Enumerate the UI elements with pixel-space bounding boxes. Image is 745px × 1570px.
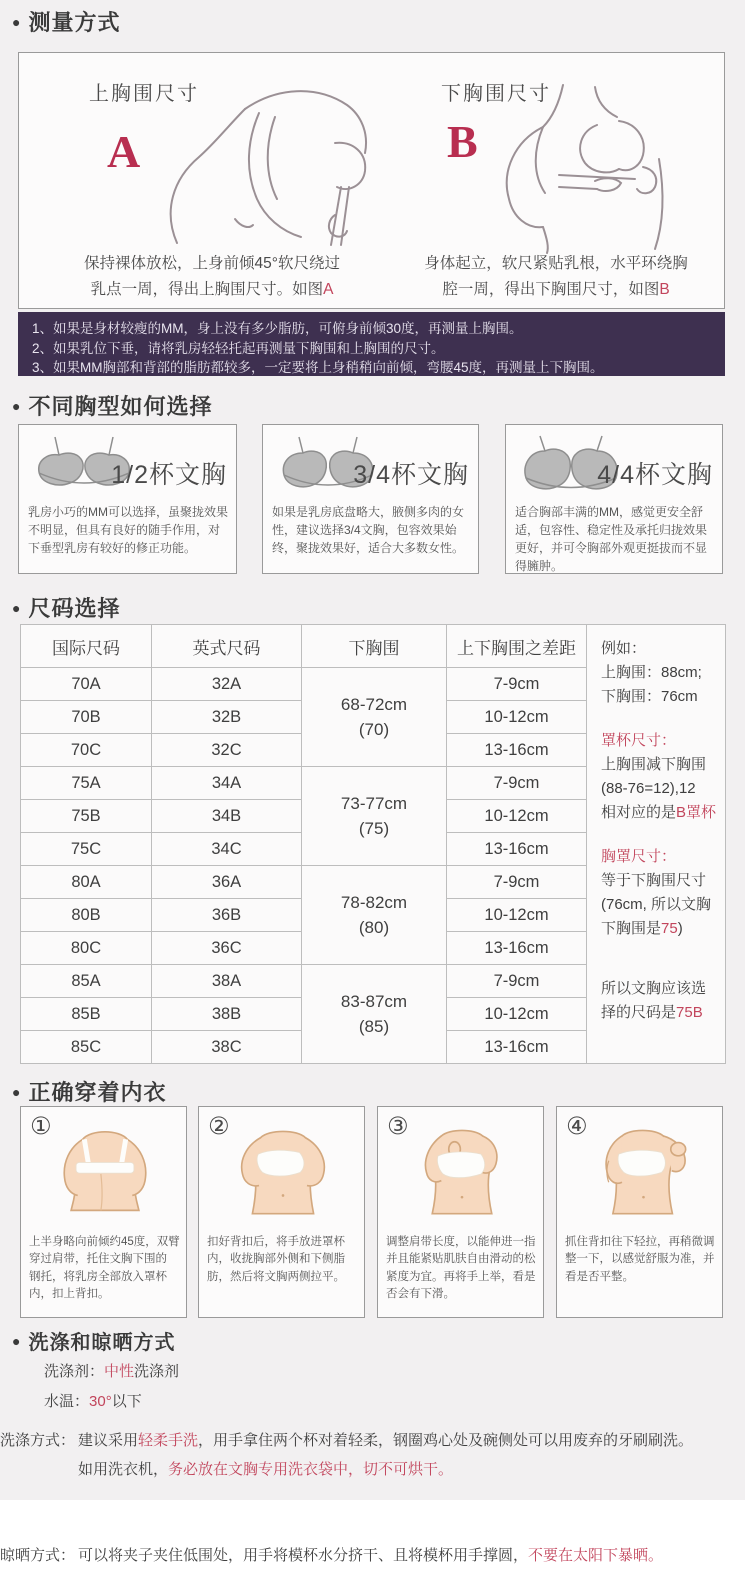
step-number: ① — [30, 1113, 52, 1140]
col-uk-size: 英式尺码 — [152, 625, 302, 668]
wearing-step-2-illustration — [221, 1119, 345, 1229]
table-row: 85C 38C 13-16cm — [21, 1031, 726, 1064]
step-number: ② — [208, 1113, 230, 1140]
band-group-70: 68-72cm (70) — [302, 668, 447, 767]
section-heading-measure-text: 测量方式 — [28, 10, 121, 35]
table-row: 70C 32C 13-16cm — [21, 734, 726, 767]
water-temp-line: 水温：30°以下 — [44, 1393, 142, 1410]
col-intl-size: 国际尺码 — [21, 625, 152, 668]
section-heading-wearing-text: 正确穿着内衣 — [28, 1080, 167, 1105]
section-heading-size-chart-text: 尺码选择 — [28, 596, 121, 621]
measure-panel — [18, 52, 725, 309]
step-desc: 抓住背扣往下轻拉，再稍微调整一下，以感觉舒服为准，并看是否平整。 — [565, 1236, 715, 1283]
measure-figure-b-illustration — [467, 81, 707, 253]
section-heading-measure — [12, 6, 120, 37]
cup-type-title: 4/4杯文胸 — [597, 461, 713, 489]
table-row: 75A 34A 73-77cm (75) 7-9cm — [21, 767, 726, 800]
cup-type-title: 1/2杯文胸 — [111, 461, 227, 489]
measure-caption-b: 身体起立，软尺紧贴乳根，水平环绕胸 腔一周，得出下胸围尺寸，如图B — [424, 255, 688, 299]
cup-type-desc: 适合胸部丰满的MM，感觉更安全舒适，包容性、稳定性及承托归拢效果更好，并可令胸部外观更挺拔而不显得臃肿。 — [515, 505, 708, 573]
step-desc: 上半身略向前倾约45度，双臂穿过肩带，托住文胸下围的 钢托，将乳房全部放入罩杯内，扣上背扣。 — [29, 1236, 180, 1300]
size-chart-table — [20, 624, 726, 1064]
table-row: 70B 32B 10-12cm — [21, 701, 726, 734]
detergent-line: 洗涤剂：中性洗涤剂 — [44, 1363, 180, 1380]
cup-type-desc: 如果是乳房底盘略大，腋侧多肉的女性，建议选择3/4文胸，包容效果始终，聚拢效果好，适合大多数女性。 — [272, 505, 465, 555]
caption-a-ref: A — [323, 281, 334, 299]
band-group-80: 78-82cm (80) — [302, 866, 447, 965]
cup-type-card-three-quarter — [262, 424, 479, 574]
wearing-step-4-illustration — [579, 1119, 703, 1229]
bullet-icon: ● — [12, 398, 22, 414]
measure-figure-a-illustration — [149, 83, 399, 251]
bullet-icon: ● — [12, 1333, 22, 1349]
cup-type-desc: 乳房小巧的MM可以选择，虽聚拢效果不明显，但具有良好的随手作用，对下垂型乳房有较好的修正功能。 — [28, 505, 228, 555]
cup-size-title: 罩杯尺寸： — [601, 732, 677, 749]
measure-tip-3: 3、如果MM胸部和背部的脂肪都较多，一定要将上身稍稍向前倾，弯腰45度，再测量上下胸围。 — [32, 360, 604, 376]
section-heading-wearing — [12, 1076, 166, 1107]
table-row: 80B 36B 10-12cm — [21, 899, 726, 932]
band-group-85: 83-87cm (85) — [302, 965, 447, 1064]
cup-type-title: 3/4杯文胸 — [353, 461, 469, 489]
cup-type-card-half — [18, 424, 237, 574]
table-header-row — [21, 625, 726, 668]
table-row: 70A 32A 68-72cm (70) 7-9cm — [21, 668, 726, 701]
wearing-step-3-illustration — [400, 1119, 524, 1229]
table-row: 85B 38B 10-12cm — [21, 998, 726, 1031]
table-row: 85A 38A 83-87cm (85) 7-9cm — [21, 965, 726, 998]
step-desc: 扣好背扣后，将手放进罩杯内，收拢胸部外侧和下侧脂肪，然后将文胸两侧拉平。 — [207, 1236, 345, 1283]
wearing-step-1-illustration — [43, 1119, 167, 1229]
measure-tip-1: 1、如果是身材较瘦的MM，身上没有多少脂肪，可俯身前倾30度，再测量上胸围。 — [32, 321, 523, 336]
table-row: 80C 36C 13-16cm — [21, 932, 726, 965]
col-diff: 上下胸围之差距 — [447, 625, 587, 668]
wearing-step-card-2 — [198, 1106, 365, 1318]
wearing-step-card-4 — [556, 1106, 723, 1318]
caption-b-ref: B — [659, 281, 670, 299]
example-intro: 例如： — [601, 640, 647, 657]
bullet-icon: ● — [12, 1084, 22, 1100]
band-group-75: 73-77cm (75) — [302, 767, 447, 866]
section-heading-cup-types-text: 不同胸型如何选择 — [28, 394, 213, 419]
step-number: ③ — [387, 1113, 409, 1140]
cup-type-card-full — [505, 424, 723, 574]
step-desc: 调整肩带长度，以能伸进一指并且能紧贴肌肤自由滑动的松紧度为宜。再将手上举，看是否会有下滑。 — [386, 1236, 536, 1300]
band-size-title: 胸罩尺寸： — [601, 848, 677, 865]
step-number: ④ — [566, 1113, 588, 1140]
section-heading-size-chart — [12, 592, 120, 623]
section-heading-washing-text: 洗涤和晾晒方式 — [28, 1332, 176, 1354]
table-row: 80A 36A 78-82cm (80) 7-9cm — [21, 866, 726, 899]
dry-method-line: 晾晒方式： 可以将夹子夹住低围处，用手将模杯水分挤干、且将模杯用手撑圆，不要在太阳下暴晒。 — [0, 1546, 664, 1564]
size-example-notes: 例如： 上胸围：88cm; 下胸围：76cm 罩杯尺寸： 上胸围减下胸围 (88-76=12),12 相对应的是B罩杯 胸罩尺寸： 等于下胸围尺寸 (76cm, 所以文胸 下胸围是75) 所以文胸应该选 择的尺码是75B — [587, 625, 726, 1064]
table-row: 75C 34C 13-16cm — [21, 833, 726, 866]
under-bust-label: 下胸围尺寸 — [441, 83, 551, 105]
section-heading-washing — [12, 1326, 175, 1355]
measure-tips-box — [18, 312, 725, 376]
bullet-icon: ● — [12, 600, 22, 616]
col-underbust: 下胸围 — [302, 625, 447, 668]
wearing-step-card-3 — [377, 1106, 544, 1318]
wash-method-line: 洗涤方式： 建议采用轻柔手洗，用手拿住两个杯对着轻柔，钢圈鸡心处及碗侧处可以用废弃的牙刷刷洗。 如用洗衣机，务必放在文胸专用洗衣袋中，切不可烘干。 — [0, 1432, 694, 1479]
bullet-icon: ● — [12, 14, 22, 30]
table-row: 75B 34B 10-12cm — [21, 800, 726, 833]
section-heading-cup-types — [12, 390, 212, 421]
figure-letter-b: B — [447, 116, 478, 167]
wearing-step-card-1 — [20, 1106, 187, 1318]
measure-caption-a: 保持裸体放松，上身前倾45°软尺绕过 乳点一周，得出上胸围尺寸。如图A — [84, 255, 340, 299]
measure-tip-2: 2、如果乳位下垂，请将乳房轻轻托起再测量下胸围和上胸围的尺寸。 — [32, 340, 445, 356]
figure-letter-a: A — [107, 126, 141, 177]
upper-bust-label: 上胸围尺寸 — [89, 83, 199, 105]
